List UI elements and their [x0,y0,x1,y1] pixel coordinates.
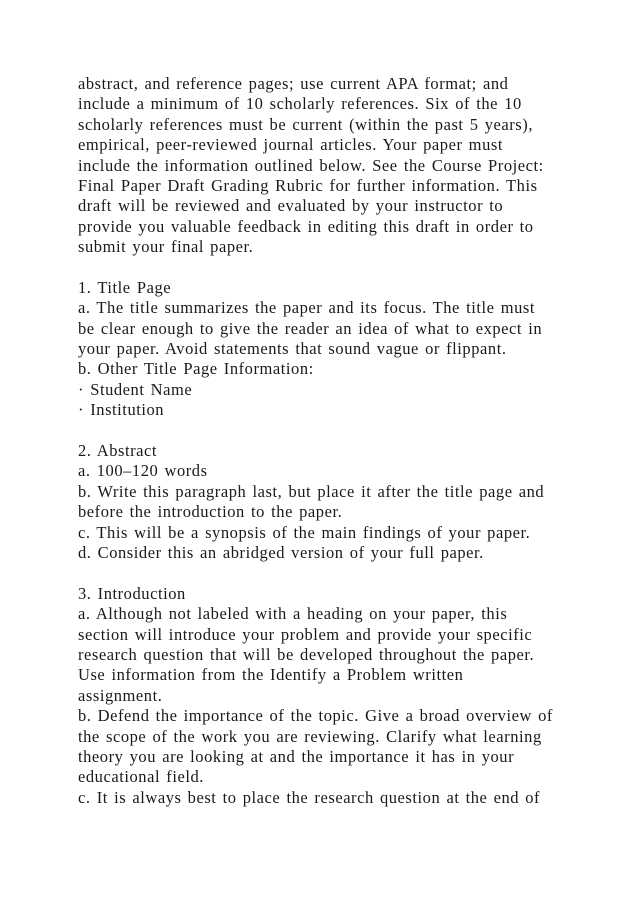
text-line: be clear enough to give the reader an idea of what to expect in [78,318,543,338]
text-line: a. Although not labeled with a heading on your paper, this [78,604,508,624]
text-line: section will introduce your problem and provide your specific [78,624,533,644]
text-line: include a minimum of 10 scholarly references. Six of the 10 [78,94,522,114]
text-line: before the introduction to the paper. [78,502,343,522]
text-line: educational field. [78,767,204,787]
document-body-text [78,74,578,808]
text-line: theory you are looking at and the importance it has in your [78,746,515,766]
text-line: scholarly references must be current (within the past 5 years), [78,114,533,134]
text-line: 1. Title Page [78,277,172,297]
text-line: provide you valuable feedback in editing this draft in order to [78,216,534,236]
text-line: a. The title summarizes the paper and its focus. The title must [78,298,535,318]
blank-line [78,258,578,278]
text-line: c. This will be a synopsis of the main findings of your paper. [78,522,531,542]
text-line: d. Consider this an abridged version of your full paper. [78,542,484,562]
text-line: abstract, and reference pages; use current APA format; and [78,74,509,93]
text-line: b. Write this paragraph last, but place it after the title page and [78,481,545,501]
text-line: 2. Abstract [78,441,158,461]
text-line: c. It is always best to place the research question at the end of [78,787,541,807]
text-line: a. 100–120 words [78,461,208,481]
blank-line [78,421,578,441]
text-line: Final Paper Draft Grading Rubric for further information. This [78,175,538,195]
text-line: submit your final paper. [78,237,254,257]
text-line: · Institution [78,400,165,420]
text-line: 3. Introduction [78,583,186,603]
text-line: Use information from the Identify a Problem written [78,665,464,685]
text-line: b. Other Title Page Information: [78,359,314,379]
text-line: the scope of the work you are reviewing. Clarify what learning [78,726,542,746]
text-line: your paper. Avoid statements that sound vague or flippant. [78,339,507,359]
text-line: b. Defend the importance of the topic. Give a broad overview of [78,706,553,726]
text-line: research question that will be developed throughout the paper. [78,644,535,664]
text-line: empirical, peer-reviewed journal articles. Your paper must [78,135,503,155]
text-line: · Student Name [78,379,193,399]
blank-line [78,563,578,583]
text-line: draft will be reviewed and evaluated by your instructor to [78,196,504,216]
text-line: assignment. [78,685,163,705]
text-line: include the information outlined below. See the Course Project: [78,155,544,175]
